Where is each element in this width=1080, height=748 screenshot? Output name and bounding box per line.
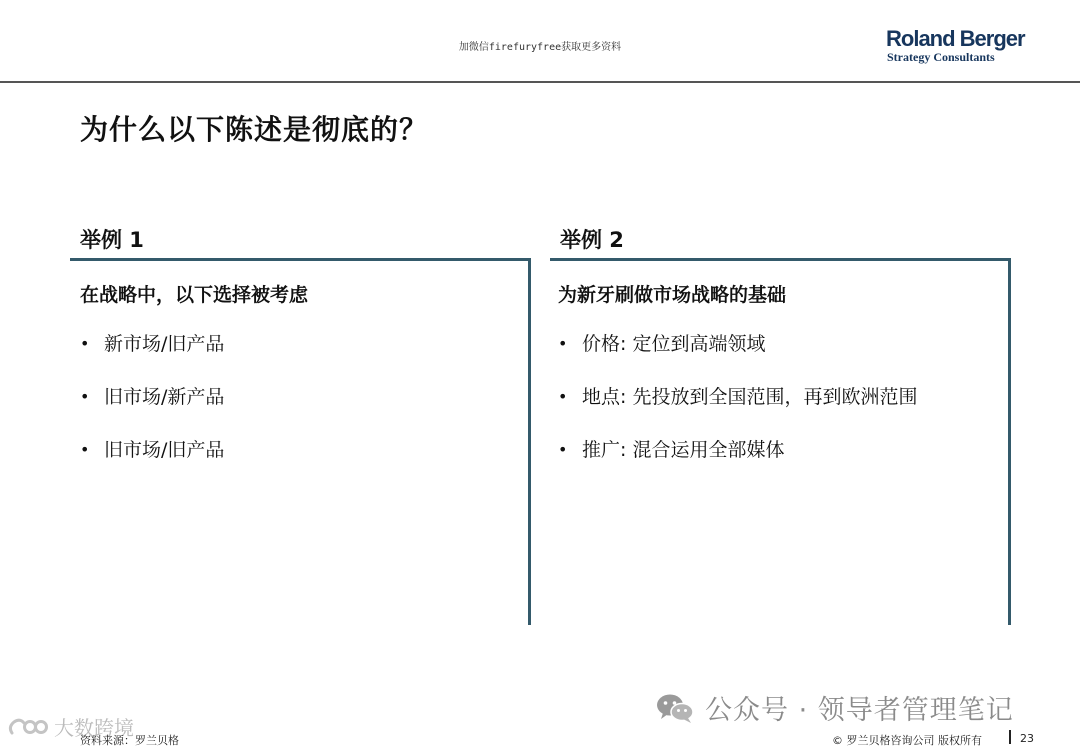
example-1-heading: 在战略中，以下选择被考虑 xyxy=(80,284,309,306)
bullet-text: 旧市场/新产品 xyxy=(104,386,225,408)
bullet-text: 旧市场/旧产品 xyxy=(104,439,225,461)
list-item xyxy=(80,332,224,385)
example-2-label: 举例 2 xyxy=(560,228,624,252)
list-item xyxy=(558,385,917,438)
link-icon xyxy=(6,713,48,741)
account-watermark xyxy=(655,688,1014,727)
bullet-dot: • xyxy=(80,334,90,353)
roland-berger-logo xyxy=(886,27,1025,63)
bullet-dot: • xyxy=(80,440,90,459)
page-title: 为什么以下陈述是彻底的？ xyxy=(80,113,429,146)
page-number: 23 xyxy=(1020,732,1034,745)
bullet-text: 价格: 定位到高端领域 xyxy=(582,333,766,355)
header-divider xyxy=(0,81,1080,83)
wechat-icon xyxy=(655,692,695,724)
list-item xyxy=(80,385,224,438)
example-1-bullet-list xyxy=(80,332,224,491)
copyright-notice: © 罗兰贝格咨询公司 版权所有 xyxy=(832,734,982,747)
example-2-bullet-list xyxy=(558,332,917,491)
logo-tagline: Strategy Consultants xyxy=(887,50,995,64)
list-item xyxy=(558,332,917,385)
bullet-text: 推广: 混合运用全部媒体 xyxy=(582,439,785,461)
bullet-dot: • xyxy=(80,387,90,406)
footer-divider xyxy=(1009,730,1011,744)
account-watermark-text: 公众号 · 领导者管理笔记 xyxy=(705,695,1014,726)
list-item xyxy=(558,438,917,491)
bullet-text: 新市场/旧产品 xyxy=(104,333,225,355)
example-2-heading: 为新牙刷做市场战略的基础 xyxy=(558,284,787,306)
example-1-label: 举例 1 xyxy=(80,228,144,252)
corner-watermark-text: 大数跨境 xyxy=(54,716,134,740)
list-item xyxy=(80,438,224,491)
bullet-dot: • xyxy=(558,440,568,459)
bullet-text: 地点: 先投放到全国范围，再到欧洲范围 xyxy=(582,386,918,408)
logo-name: Roland Berger xyxy=(886,26,1025,51)
source-note: 资料来源：罗兰贝格 xyxy=(80,734,179,747)
header-note: 加微信firefuryfree获取更多资料 xyxy=(458,42,622,53)
bullet-dot: • xyxy=(558,334,568,353)
bullet-dot: • xyxy=(558,387,568,406)
